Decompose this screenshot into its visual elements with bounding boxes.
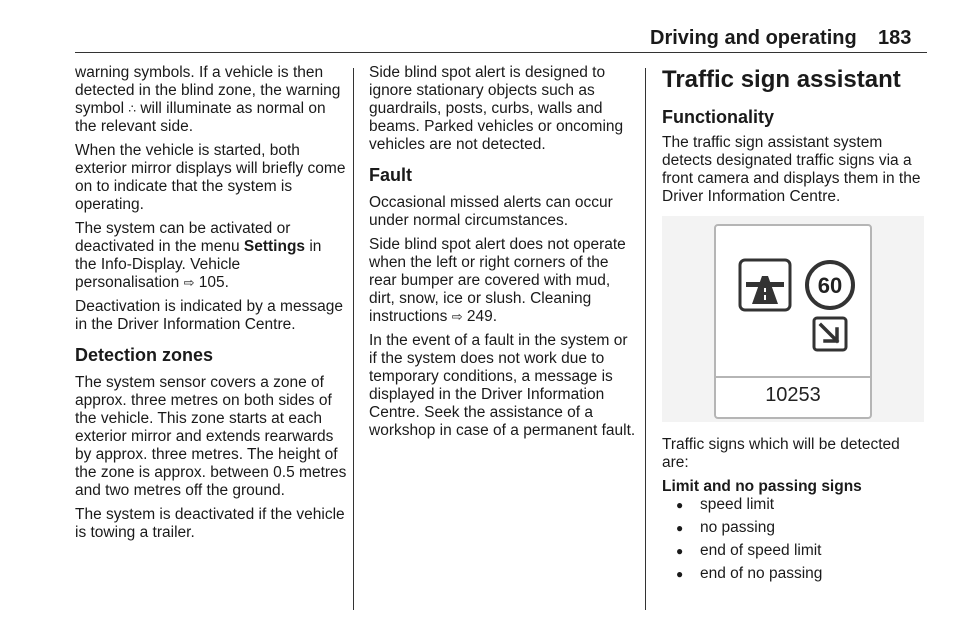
column-divider-1 [353,68,354,610]
signs-list-label: Limit and no passing signs [662,478,862,495]
column-1 [75,64,347,548]
speed-limit-value: 60 [817,273,843,298]
list-item: ● end of speed limit [662,542,926,560]
arrow-down-right-icon [812,316,848,352]
col1-paragraph-2: When the vehicle is started, both exterior mirror displays will briefly come on to indicate that the system is operating. [75,142,346,213]
driver-info-panel [714,224,872,419]
col1-p3-text: The system can be activated or deactivated in the menu [75,220,291,255]
col1-paragraph-6: The system is deactivated if the vehicle is towing a trailer. [75,506,345,541]
column-divider-2 [645,68,646,610]
col1-p3-text-after: in the Info-Display. Vehicle personalisation [75,238,322,291]
heading-fault: Fault [369,165,412,185]
col1-paragraph-3 [75,220,347,292]
speed-limit-sign [804,259,856,311]
col1-p1-text-after: will illuminate as normal on the relevant side. [75,100,326,135]
column-2 [369,64,637,446]
col2-paragraph-1: Side blind spot alert is designed to ignore stationary objects such as guardrails, posts, curbs, walls and beams. Parked vehicles or oncoming vehicles are not detected. [369,64,624,153]
page-number: 183 [878,27,912,49]
col3-paragraph-1: The traffic sign assistant system detects designated traffic signs via a front camera and displays them in the Driver Information Centre. [662,134,921,205]
signs-bullet-list [662,496,926,583]
figure-code: 10253 [765,384,821,406]
traffic-sign-display-figure [662,216,924,422]
col2-paragraph-3 [369,236,637,326]
col2-paragraph-2: Occasional missed alerts can occur under normal circumstances. [369,194,613,229]
col1-paragraph-4: Deactivation is indicated by a message in the Driver Information Centre. [75,298,343,333]
motorway-sign-icon [738,258,792,312]
list-item: ● speed limit [662,496,926,514]
settings-menu-label: Settings [243,238,306,255]
page-reference-link[interactable]: 249. [462,308,498,325]
heading-detection-zones: Detection zones [75,345,214,365]
blind-spot-warning-icon: ∴ [128,102,137,116]
panel-separator [716,376,870,378]
col1-p1-text: warning symbols. If a vehicle is then detected in the blind zone, the warning symbol [75,64,341,117]
header-rule [75,52,927,53]
col1-paragraph-1 [75,64,347,136]
section-title: Traffic sign assistant [662,66,901,93]
column-3 [662,64,926,588]
page-reference-icon: ⇨ [451,309,463,324]
heading-functionality: Functionality [662,107,774,127]
col2-paragraph-4: In the event of a fault in the system or if the system does not work due to temporary conditions, a message is displayed in the Driver Information Centre. Seek the assistance of a workshop in case of a permanent fault. [369,332,636,439]
col1-paragraph-5: The system sensor covers a zone of approx. three metres on both sides of the vehicle. This zone starts at each exterior mirror and extends rearwards by approx. three metres. The height of the zone is approx. between 0.5 metres and two metres off the ground. [75,374,347,499]
list-item: ● end of no passing [662,565,926,583]
header-title: Driving and operating [650,27,857,49]
col2-p3-text: Side blind spot alert does not operate when the left or right corners of the rear bumper are covered with mud, dirt, snow, ice or slush. Cleaning instructions [369,236,626,325]
list-item: ● no passing [662,519,926,537]
page-reference-icon: ⇨ [183,275,195,290]
col3-paragraph-2: Traffic signs which will be detected are: [662,436,900,471]
page-reference-link[interactable]: 105. [194,274,229,291]
